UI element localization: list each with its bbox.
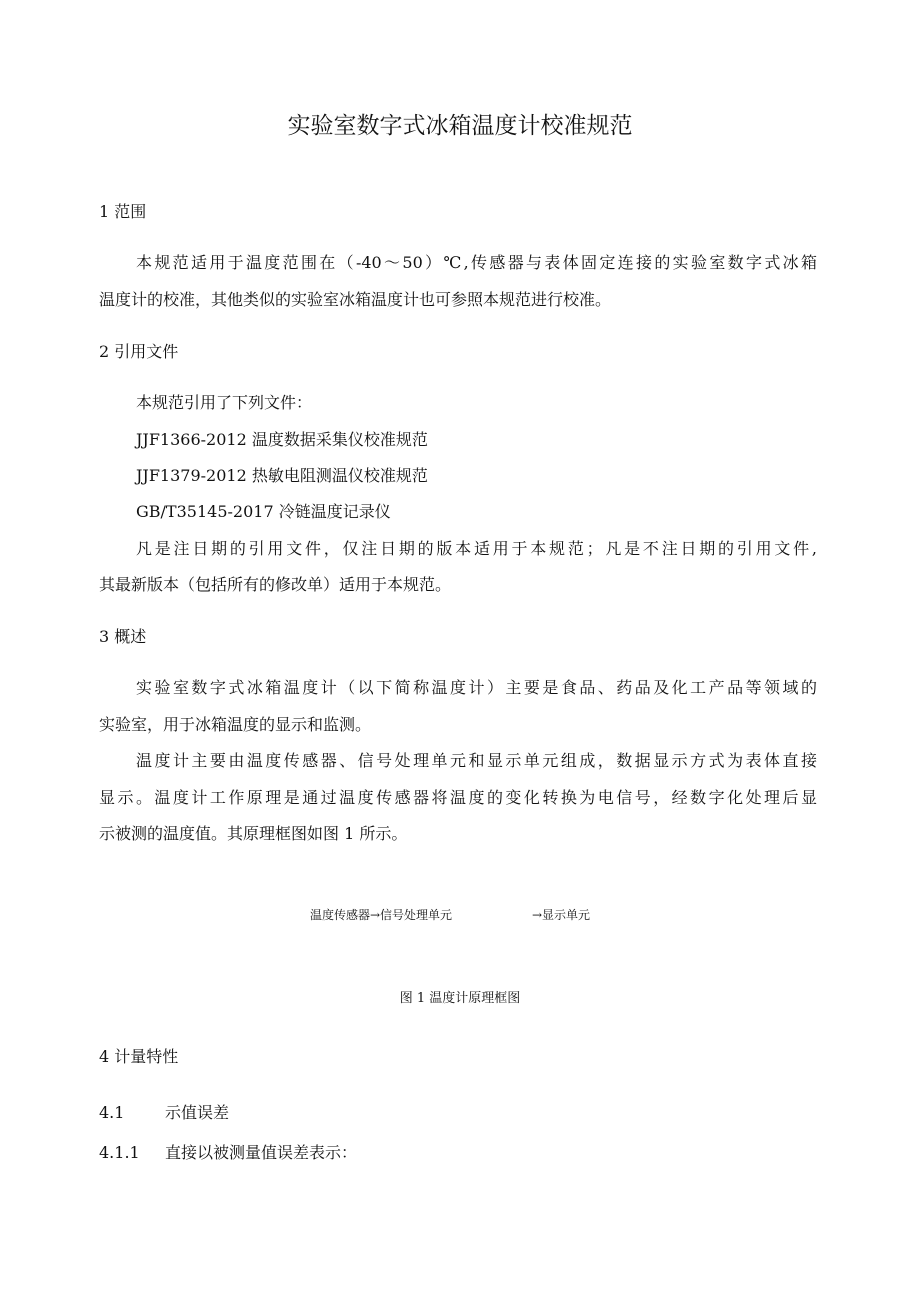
references-intro: 本规范引用了下列文件： (136, 393, 313, 412)
scope-paragraph-line-1: 本规范适用于温度范围在（-40～50）℃,传感器与表体固定连接的实验室数字式冰箱 (136, 253, 817, 272)
scope-paragraph-line-2: 温度计的校准，其他类似的实验室冰箱温度计也可参照本规范进行校准。 (99, 290, 612, 309)
section-1-heading: 1 范围 (99, 202, 147, 221)
reference-item-3: GB/T35145-2017 冷链温度记录仪 (136, 502, 391, 521)
subsection-4-1-1 (99, 1141, 357, 1165)
overview-paragraph-2-line-2: 显示。温度计工作原理是通过温度传感器将温度的变化转换为电信号，经数字化处理后显 (99, 788, 817, 807)
subsection-4-1-title: 示值误差 (165, 1103, 230, 1122)
overview-paragraph-1-line-1: 实验室数字式冰箱温度计（以下简称温度计）主要是食品、药品及化工产品等领域的 (136, 678, 817, 697)
document-title: 实验室数字式冰箱温度计校准规范 (287, 113, 633, 139)
references-note-line-2: 其最新版本（包括所有的修改单）适用于本规范。 (99, 575, 452, 594)
section-3-heading: 3 概述 (99, 627, 147, 646)
references-note-line-1: 凡是注日期的引用文件，仅注日期的版本适用于本规范；凡是不注日期的引用文件, (136, 539, 817, 558)
overview-paragraph-2-line-1: 温度计主要由温度传感器、信号处理单元和显示单元组成，数据显示方式为表体直接 (136, 751, 817, 770)
subsection-4-1-1-title: 直接以被测量值误差表示： (165, 1143, 358, 1162)
subsection-4-1-1-number: 4.1.1 (99, 1143, 140, 1162)
diagram-display-unit: →显示单元 (532, 908, 591, 922)
figure-caption: 图 1 温度计原理框图 (399, 991, 521, 1006)
reference-item-2: JJF1379-2012 热敏电阻测温仪校准规范 (136, 466, 428, 485)
section-2-heading: 2 引用文件 (99, 342, 179, 361)
subsection-4-1-number: 4.1 (99, 1103, 125, 1122)
section-4-heading: 4 计量特性 (99, 1047, 179, 1066)
diagram-sensor-to-processing: 温度传感器→信号处理单元 (310, 908, 453, 922)
overview-paragraph-2-line-3: 示被测的温度值。其原理框图如图 1 所示。 (99, 824, 408, 843)
overview-paragraph-1-line-2: 实验室，用于冰箱温度的显示和监测。 (99, 715, 372, 734)
subsection-4-1 (99, 1101, 229, 1125)
reference-item-1: JJF1366-2012 温度数据采集仪校准规范 (136, 430, 428, 449)
